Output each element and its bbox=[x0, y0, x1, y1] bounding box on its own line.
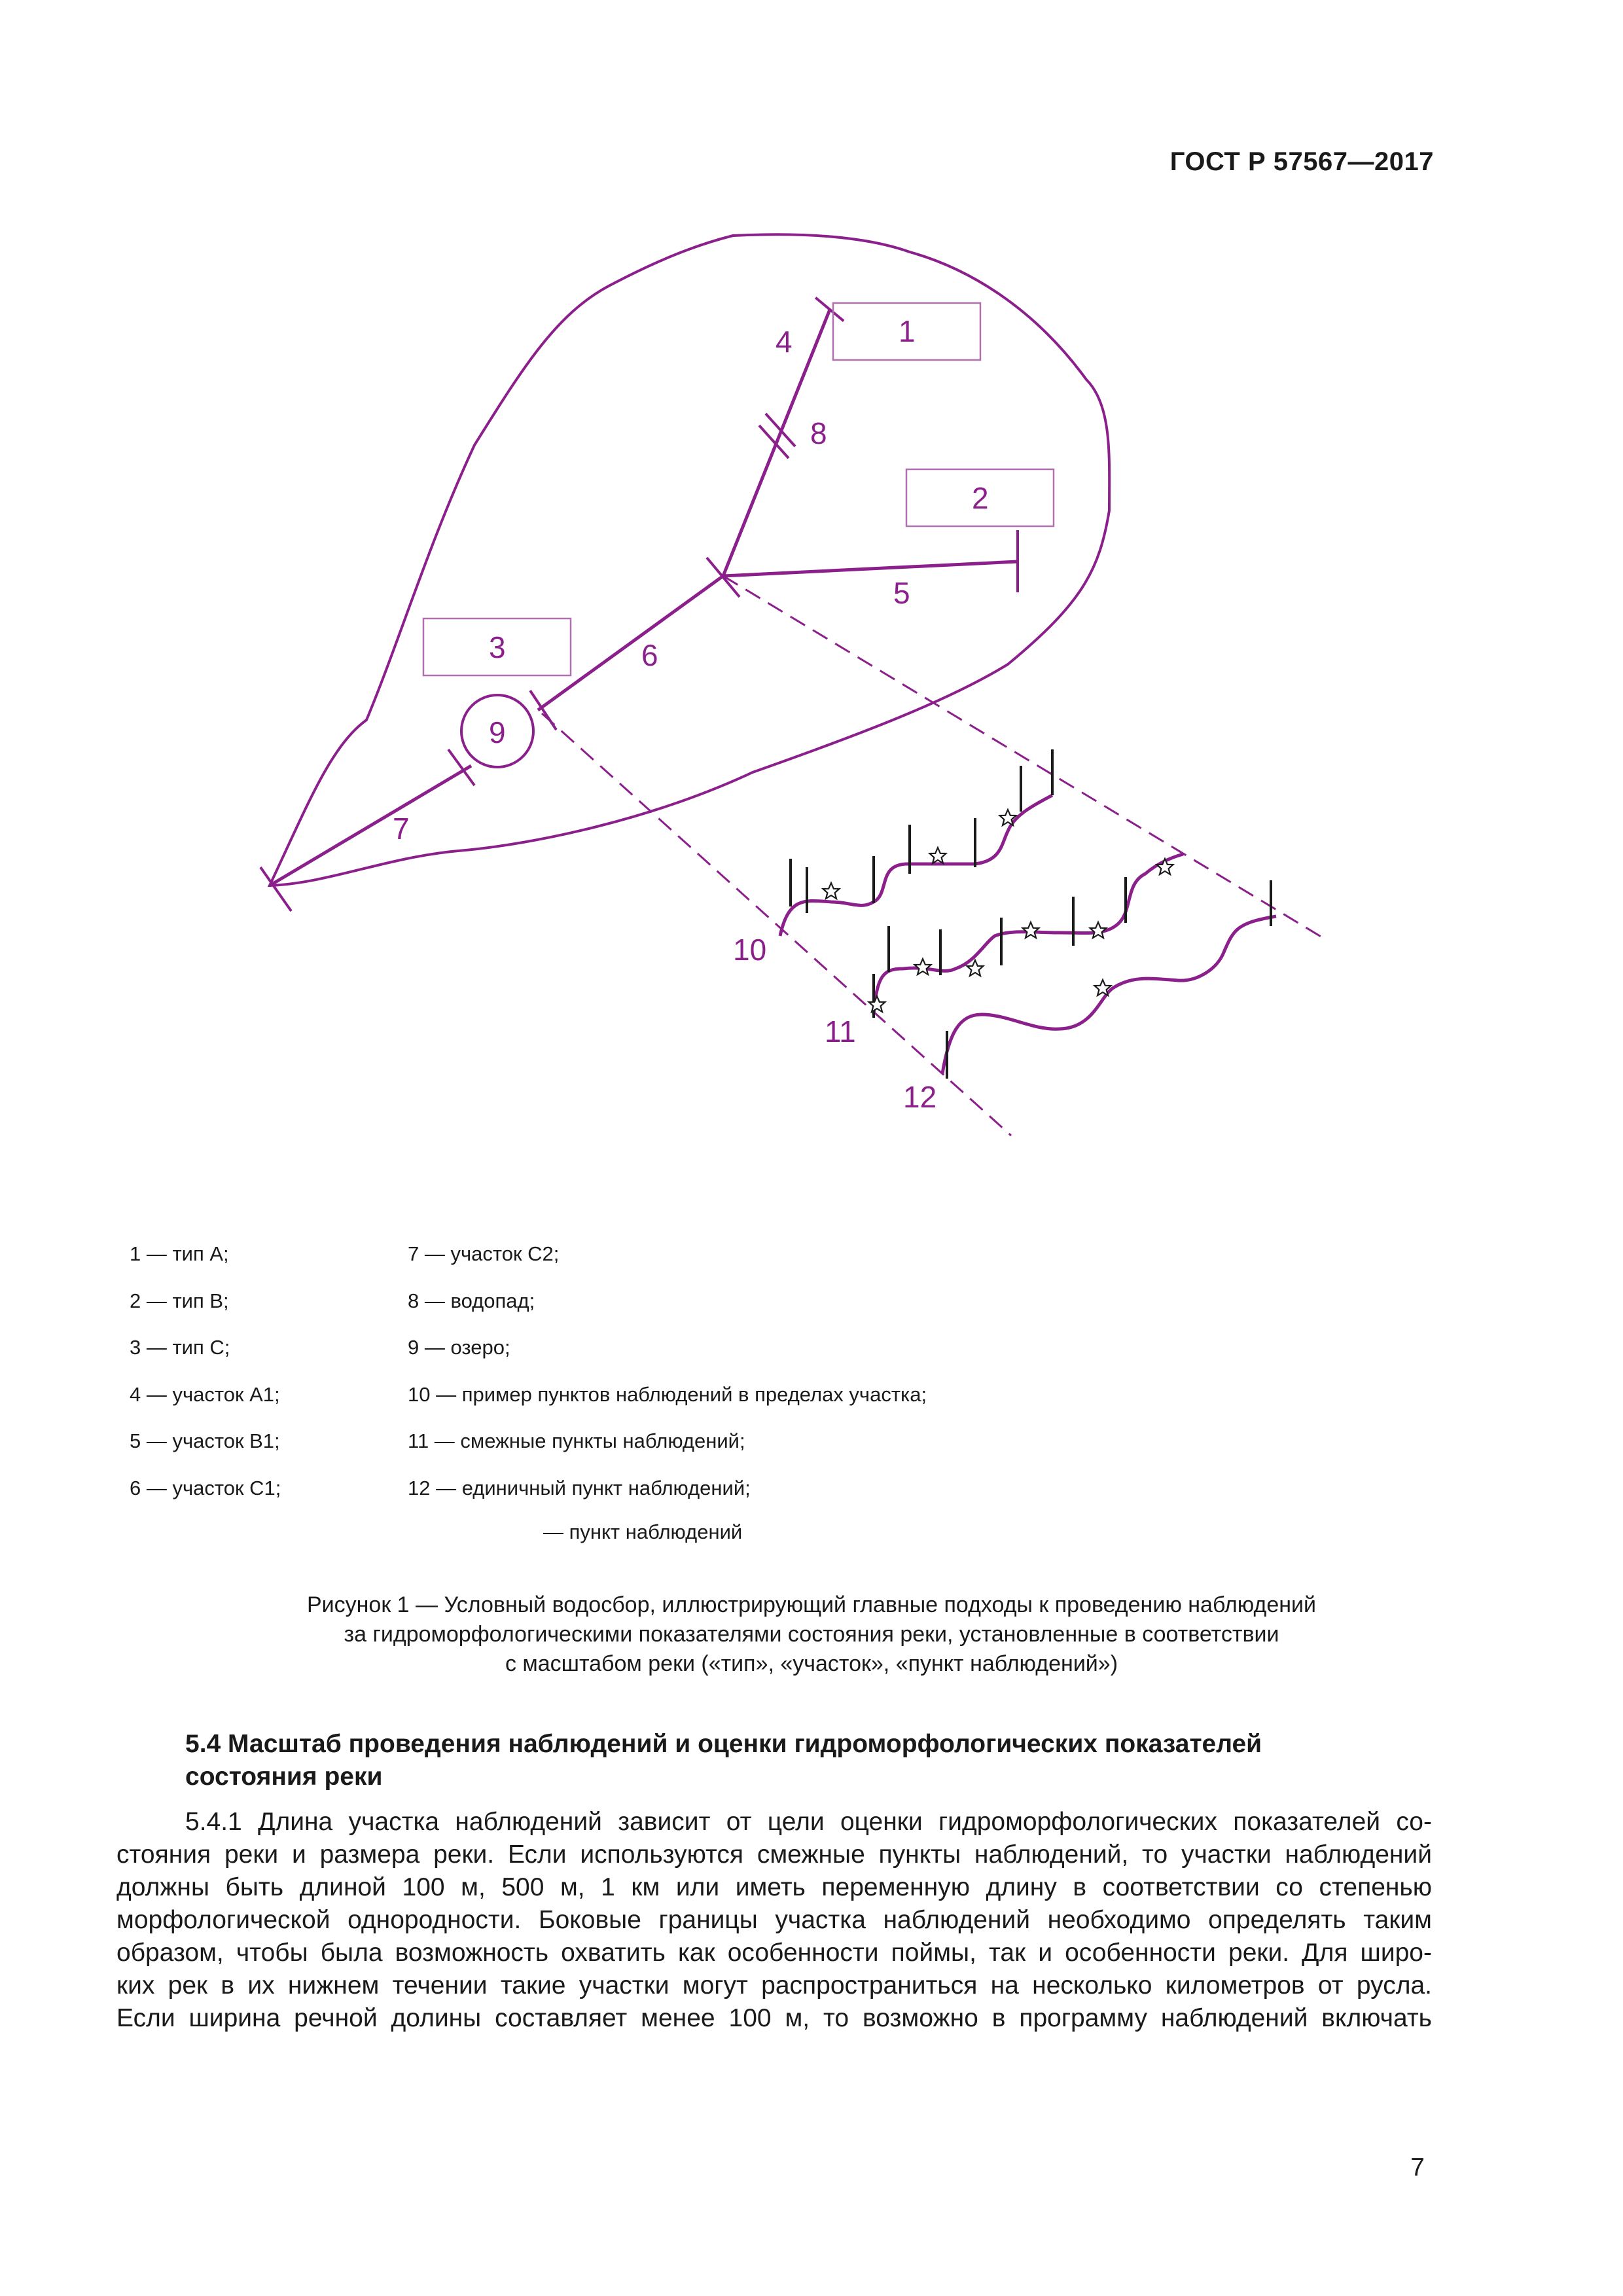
label-10: 10 bbox=[733, 933, 767, 967]
paragraph-line: 5.4.1 Длина участка наблюдений зависит от цели оценки гидроморфологических показателей со- bbox=[185, 1808, 1432, 1836]
label-3: 3 bbox=[489, 630, 506, 664]
legend-column-1 bbox=[130, 1230, 404, 1511]
legend-item: 10 — пример пунктов наблюдений в пределах участка; bbox=[408, 1382, 927, 1406]
label-5: 5 bbox=[893, 576, 910, 610]
label-11: 11 bbox=[825, 1014, 856, 1049]
label-6: 6 bbox=[641, 638, 658, 672]
paragraph-line: стояния реки и размера реки. Если используются смежные пункты наблюдений, то участки наблюдений bbox=[116, 1840, 1432, 1869]
paragraph-line: ких рек в их нижнем течении такие участки могут распространиться на несколько километров от русла. bbox=[116, 1971, 1432, 2000]
legend-item: 1 — тип А; bbox=[130, 1242, 229, 1265]
paragraph-line: должны быть длиной 100 м, 500 м, 1 км или иметь переменную длину в соответствии со степенью bbox=[116, 1873, 1432, 1901]
label-7: 7 bbox=[393, 812, 410, 846]
legend-item: 8 — водопад; bbox=[408, 1289, 535, 1312]
catchment-boundary bbox=[270, 234, 1109, 886]
observation-site-stars bbox=[823, 810, 1173, 1012]
observation-site-ticks bbox=[791, 749, 1271, 1079]
label-4: 4 bbox=[776, 325, 793, 359]
label-2: 2 bbox=[972, 481, 989, 515]
legend-item: 3 — тип С; bbox=[130, 1336, 230, 1359]
paragraph-line: морфологической однородности. Боковые границы участка наблюдений необходимо определять таким bbox=[116, 1906, 1432, 1934]
section-title-line: 5.4 Масштаб проведения наблюдений и оценки гидроморфологических показателей bbox=[185, 1730, 1262, 1758]
label-8: 8 bbox=[810, 416, 827, 450]
legend-symbol-text: — пункт наблюдений bbox=[543, 1520, 743, 1543]
section-title bbox=[185, 1728, 1429, 1793]
paragraph-line: образом, чтобы была возможность охватить как особенности поймы, так и особенности реки. Для широ- bbox=[116, 1939, 1432, 1967]
legend-item: 12 — единичный пункт наблюдений; bbox=[408, 1476, 751, 1499]
caption-line: за гидроморфологическими показателями состояния реки, установленные в соответствии bbox=[344, 1622, 1279, 1647]
label-9: 9 bbox=[489, 715, 506, 749]
legend-item: 7 — участок С2; bbox=[408, 1242, 560, 1265]
legend-item: 5 — участок В1; bbox=[130, 1429, 280, 1452]
body-paragraph bbox=[116, 1806, 1432, 2035]
paragraph-line: Если ширина речной долины составляет менее 100 м, то возможно в программу наблюдений включать bbox=[116, 2004, 1432, 2032]
legend-column-2 bbox=[408, 1230, 1128, 1511]
figure-caption bbox=[170, 1590, 1453, 1679]
document-header: ГОСТ Р 57567—2017 bbox=[1169, 147, 1434, 176]
waterfall-marks bbox=[759, 414, 795, 458]
legend-item: 2 — тип В; bbox=[130, 1289, 229, 1312]
label-1: 1 bbox=[899, 314, 916, 348]
legend-item: 9 — озеро; bbox=[408, 1336, 510, 1359]
caption-line: Рисунок 1 — Условный водосбор, иллюстрирующий главные подходы к проведению наблюдений bbox=[306, 1592, 1317, 1617]
legend-item: 11 — смежные пункты наблюдений; bbox=[408, 1429, 745, 1452]
section-title-line: состояния реки bbox=[185, 1763, 383, 1791]
label-12: 12 bbox=[903, 1080, 937, 1114]
caption-line: с масштабом реки («тип», «участок», «пункт наблюдений») bbox=[505, 1651, 1118, 1676]
page-number: 7 bbox=[1410, 2153, 1425, 2181]
legend-item: 4 — участок А1; bbox=[130, 1382, 280, 1406]
legend-item: 6 — участок С1; bbox=[130, 1476, 281, 1499]
